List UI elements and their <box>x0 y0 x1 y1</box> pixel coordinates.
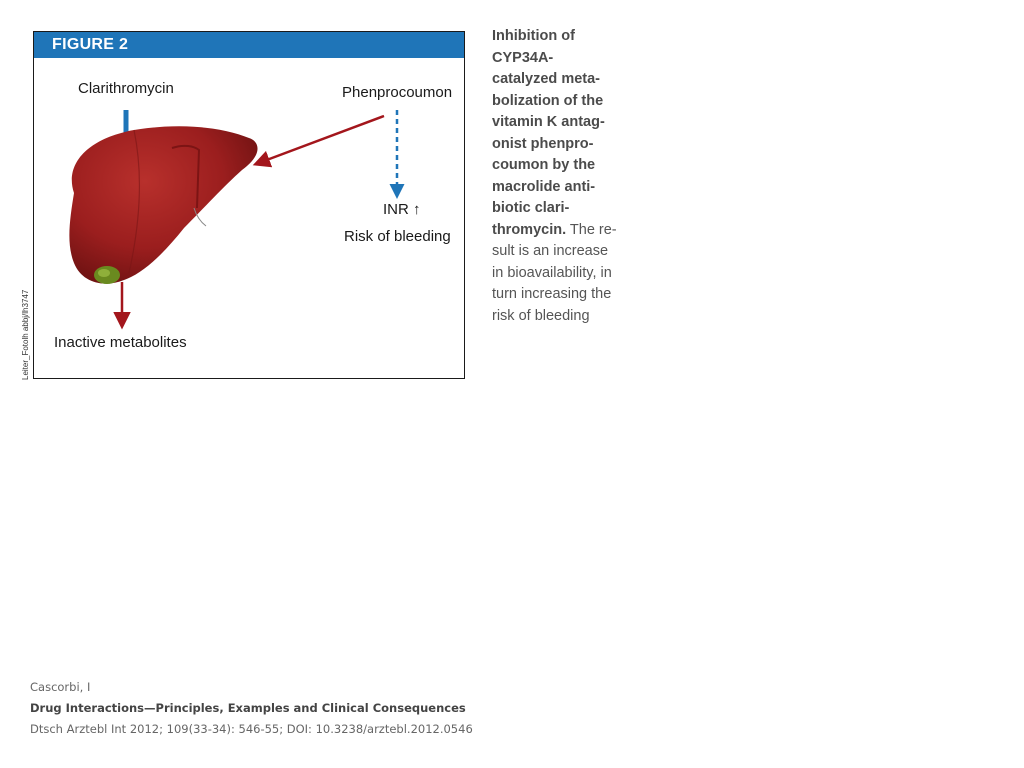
phenprocoumon-label: Phenprocoumon <box>342 84 453 101</box>
figure-panel <box>33 31 465 379</box>
phenprocoumon-to-liver-arrow <box>256 116 384 164</box>
risk-of-bleeding-label: Risk of bleeding <box>344 228 451 245</box>
caption-line: The re- <box>566 221 617 238</box>
caption-line: biotic clari- <box>492 200 570 216</box>
figure-caption <box>492 26 626 327</box>
caption-line: coumon by the <box>492 157 596 173</box>
image-credit <box>21 288 31 380</box>
caption-line: thromycin. <box>492 221 567 238</box>
citation-author: Cascorbi, I <box>30 680 91 694</box>
caption-line: onist phenpro- <box>492 135 594 152</box>
caption-line: turn increasing the <box>492 286 612 302</box>
liver-illustration <box>69 126 257 284</box>
caption-line: catalyzed meta- <box>492 71 600 87</box>
caption-line: risk of bleeding <box>492 307 590 324</box>
inactive-metabolites-label: Inactive metabolites <box>54 334 187 351</box>
caption-line: vitamin K antag- <box>492 114 605 130</box>
caption-line: CYP34A- <box>492 49 554 66</box>
image-credit-text: Leiter_Fotolh abbj/lh3747 <box>21 289 30 380</box>
clarithromycin-label: Clarithromycin <box>78 80 174 97</box>
inr-label: INR ↑ <box>383 201 421 218</box>
caption-line: in bioavailability, in <box>492 264 612 281</box>
caption-line: bolization of the <box>492 92 604 109</box>
caption-line: Inhibition of <box>492 28 575 44</box>
citation-title: Drug Interactions—Principles, Examples and Clinical Consequences <box>30 701 466 715</box>
citation <box>30 677 473 740</box>
diagram-canvas <box>34 58 463 378</box>
caption-line: macrolide anti- <box>492 178 596 195</box>
caption-line: sult is an increase <box>492 243 609 259</box>
citation-reference: Dtsch Arztebl Int 2012; 109(33-34): 546-55; DOI: 10.3238/arztebl.2012.0546 <box>30 722 473 736</box>
up-arrow-icon: ↑ <box>413 201 421 218</box>
figure-header: FIGURE 2 <box>34 32 464 58</box>
